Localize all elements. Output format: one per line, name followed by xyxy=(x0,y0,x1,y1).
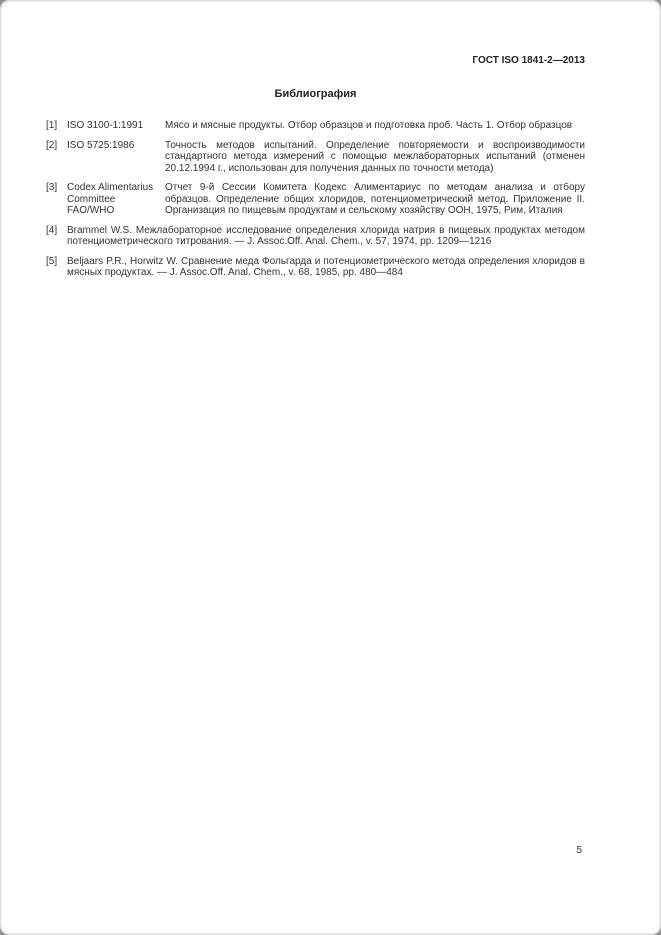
reference-text: Мясо и мясные продукты. Отбор образцов и подготовка проб. Часть 1. Отбор образцов xyxy=(165,120,573,131)
reference-number: [3] xyxy=(46,182,58,193)
document-header xyxy=(46,55,585,67)
reference-source: Codex Alimentarius Committee FAO/WHO xyxy=(67,182,154,216)
reference-entry-2 xyxy=(46,140,585,175)
reference-text: Brammel W.S. Межлабораторное исследование определения хлорида натрия в пищевых продуктах методом потенциометрического титрования. — J. Assoc.Off. Anal. Chem., v. 57, 1974, pp. 1209—1216 xyxy=(67,224,585,247)
reference-source: ISO 5725:1986 xyxy=(67,139,135,151)
reference-entry-5 xyxy=(46,256,585,279)
document-id: ГОСТ ISO 1841-2—2013 xyxy=(472,55,585,66)
reference-number: [2] xyxy=(46,139,58,151)
reference-text: Отчет 9-й Сессии Комитета Кодекс Алиментариус по методам анализа и отбору образцов. Определение общих хлоридов, потенциометрический метод. Приложение II. Организация по пищевым продуктам и сельскому хозяйству ООН, 1975, Рим, Италия xyxy=(165,182,585,216)
reference-number: [1] xyxy=(46,120,58,131)
reference-number: [4] xyxy=(46,224,58,236)
reference-source: ISO 3100-1:1991 xyxy=(67,120,144,131)
reference-text: Beljaars P.R., Horwitz W. Сравнение меда Фольгарда и потенциометрического метода определения хлоридов в мясных продуктах. — J. Assoc.Off. Anal. Chem., v. 68, 1985, pp. 480—484 xyxy=(67,255,585,278)
bibliography-list xyxy=(46,120,585,279)
reference-number: [5] xyxy=(46,255,58,267)
page-number: 5 xyxy=(576,844,582,856)
reference-entry-1 xyxy=(46,120,585,132)
reference-entry-3 xyxy=(46,182,585,217)
page-title: Библиография xyxy=(274,87,357,100)
reference-text: Точность методов испытаний. Определение повторяемости и воспроизводимости стандартного метода измерений с помощью межлабораторных испытаний (отменен 20.12.1994 г., использован для получения данных по точности метода) xyxy=(165,139,585,174)
reference-entry-4 xyxy=(46,225,585,248)
